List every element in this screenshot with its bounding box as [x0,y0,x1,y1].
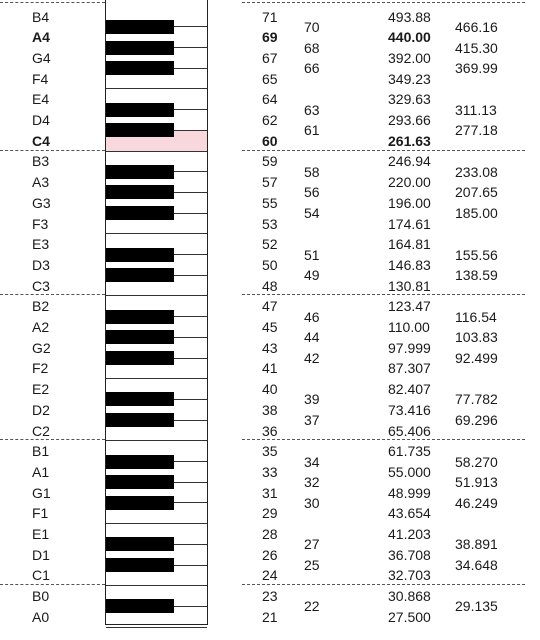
black-key [106,599,174,613]
octave-divider [0,150,105,151]
white-key-frequency: 220.00 [388,174,431,191]
note-name: B1 [32,443,50,460]
white-key-frequency: 329.63 [388,91,431,108]
black-key-frequency: 116.54 [455,308,497,325]
note-name: E2 [32,381,50,398]
white-key-frequency: 61.735 [388,443,431,460]
white-key-number: 33 [262,463,278,480]
white-key-number: 62 [262,112,278,128]
black-key [106,475,174,489]
black-key-number: 46 [304,308,320,325]
white-key-frequency: 440.00 [388,29,431,46]
white-key-number: 50 [262,256,278,273]
octave-divider [242,584,525,585]
white-key-number: 55 [262,194,278,211]
black-key-frequency: 277.18 [455,122,498,139]
white-key-number: 52 [262,236,278,253]
note-name: G4 [32,49,51,66]
white-key-edge [106,627,207,628]
note-name: G3 [32,194,51,211]
black-key-number: 34 [304,453,320,470]
black-key-number: 49 [304,267,320,284]
white-key-frequency: 493.88 [388,8,431,25]
black-key-number: 32 [304,474,320,491]
white-key-number: 35 [262,443,278,460]
note-name: B0 [32,588,50,605]
black-key-frequency: 46.249 [455,494,498,511]
black-key-frequency: 466.16 [455,18,498,35]
note-name: C3 [32,277,50,294]
note-name: C2 [32,422,50,439]
white-key-number: 67 [262,49,278,66]
black-key [106,413,174,427]
black-key-number: 68 [304,39,320,56]
note-name: F4 [32,70,49,87]
note-name: A1 [32,463,50,480]
white-key-frequency: 164.81 [388,236,431,253]
note-name: D1 [32,546,50,563]
black-key-frequency: 77.782 [455,391,498,408]
black-key-frequency: 155.56 [455,246,498,263]
white-key-frequency: 32.703 [388,567,431,584]
black-key [106,123,174,137]
white-key-frequency: 30.868 [388,588,431,605]
white-key-frequency: 246.94 [388,153,431,170]
black-key [106,41,174,55]
white-key-number: 43 [262,339,278,356]
black-key-frequency: 34.648 [455,557,498,574]
white-key-frequency: 110.00 [388,319,430,335]
black-key-frequency: 92.499 [455,350,498,367]
black-key-frequency: 51.913 [455,474,498,491]
note-name: E3 [32,236,50,253]
black-key [106,20,174,34]
black-key-number: 42 [304,350,320,367]
black-key [106,103,174,117]
octave-divider [0,439,105,440]
octave-divider [0,584,105,585]
white-key-frequency: 349.23 [388,70,431,87]
white-key-frequency: 146.83 [388,256,431,273]
black-key [106,558,174,572]
octave-divider [0,2,105,3]
black-key-frequency: 58.270 [455,453,498,470]
note-name: D4 [32,112,50,128]
white-key-number: 71 [262,8,278,25]
note-name: G2 [32,339,51,356]
black-key [106,206,174,220]
black-key-frequency: 69.296 [455,412,498,429]
black-key-frequency: 369.99 [455,60,498,77]
white-key-number: 48 [262,277,278,294]
black-key [106,61,174,75]
piano-keyboard [105,0,208,625]
note-name: A0 [32,608,50,625]
white-key-edge [106,295,207,296]
black-key [106,268,174,282]
black-key-number: 63 [304,101,320,118]
white-key-number: 21 [262,608,278,625]
white-key-edge [106,151,207,152]
note-name: B4 [32,8,50,25]
white-key-edge [106,378,207,379]
note-name: C4 [32,132,50,149]
black-key-number: 25 [304,557,320,574]
black-key [106,330,174,344]
white-key-number: 65 [262,70,278,87]
black-key [106,537,174,551]
note-name: G1 [32,484,51,501]
white-key-number: 29 [262,505,278,522]
white-key-number: 47 [262,298,278,315]
white-key-frequency: 82.407 [388,381,431,398]
white-key-frequency: 293.66 [388,112,431,128]
white-key-number: 24 [262,567,278,584]
black-key-number: 54 [304,205,320,222]
white-key-frequency: 196.00 [388,194,431,211]
black-key-number: 51 [304,246,320,263]
octave-divider [242,294,525,295]
black-key-number: 58 [304,163,320,180]
white-key-frequency: 73.416 [388,401,431,418]
black-key-number: 44 [304,329,320,346]
black-key-number: 27 [304,536,320,553]
black-key-number: 39 [304,391,320,408]
white-key-frequency: 55.000 [388,463,431,480]
black-key [106,248,174,262]
black-key-frequency: 103.83 [455,329,498,346]
black-key [106,455,174,469]
white-key-frequency: 97.999 [388,339,431,356]
white-key-frequency: 65.406 [388,422,431,439]
note-name: F1 [32,505,49,522]
note-name: D2 [32,401,50,418]
note-name: E4 [32,91,50,108]
note-name: A2 [32,319,50,335]
note-name: A4 [32,29,50,46]
white-key-frequency: 392.00 [388,49,431,66]
black-key-number: 56 [304,184,320,201]
white-key-number: 41 [262,360,278,377]
black-key-frequency: 38.891 [455,536,498,553]
white-key-edge [106,585,207,586]
black-key [106,392,174,406]
black-key-frequency: 311.13 [455,101,497,118]
note-name: A3 [32,174,50,191]
note-name: F3 [32,215,49,232]
black-key-number: 37 [304,412,320,429]
black-key-number: 61 [304,122,320,139]
white-key-number: 60 [262,132,278,149]
white-key-edge [106,233,207,234]
note-name: D3 [32,256,50,273]
white-key-frequency: 87.307 [388,360,431,377]
octave-divider [0,294,105,295]
white-key-number: 28 [262,526,278,542]
black-key-number: 30 [304,494,320,511]
black-key-number: 70 [304,18,320,35]
white-key-number: 23 [262,588,278,605]
white-key-number: 36 [262,422,278,439]
white-key-frequency: 174.61 [388,215,431,232]
black-key [106,185,174,199]
white-key-number: 53 [262,215,278,232]
black-key-frequency: 207.65 [455,184,498,201]
black-key-frequency: 185.00 [455,205,498,222]
octave-divider [242,2,525,3]
note-name: B2 [32,298,50,315]
black-key-number: 22 [304,598,320,615]
black-key [106,351,174,365]
white-key-number: 40 [262,381,278,398]
black-key [106,165,174,179]
black-key-frequency: 138.59 [455,267,498,284]
black-key-frequency: 415.30 [455,39,498,56]
octave-divider [242,439,525,440]
white-key-frequency: 48.999 [388,484,431,501]
white-key-number: 31 [262,484,278,501]
white-key-frequency: 27.500 [388,608,431,625]
white-key-frequency: 123.47 [388,298,431,315]
note-name: E1 [32,526,50,542]
black-key-frequency: 29.135 [455,598,498,615]
white-key-frequency: 261.63 [388,132,431,149]
note-name: C1 [32,567,50,584]
black-key [106,496,174,510]
white-key-number: 69 [262,29,278,46]
white-key-frequency: 130.81 [388,277,431,294]
black-key-frequency: 233.08 [455,163,498,180]
white-key-number: 26 [262,546,278,563]
white-key-frequency: 41.203 [388,526,431,542]
white-key-frequency: 36.708 [388,546,431,563]
white-key-number: 59 [262,153,278,170]
white-key-number: 45 [262,319,278,335]
black-key [106,310,174,324]
octave-divider [242,150,525,151]
white-key-edge [106,88,207,89]
white-key-number: 38 [262,401,278,418]
black-key-number: 66 [304,60,320,77]
note-name: F2 [32,360,49,377]
white-key-edge [106,523,207,524]
white-key-number: 57 [262,174,278,191]
note-name: B3 [32,153,50,170]
white-key-number: 64 [262,91,278,108]
white-key-frequency: 43.654 [388,505,431,522]
white-key-edge [106,440,207,441]
